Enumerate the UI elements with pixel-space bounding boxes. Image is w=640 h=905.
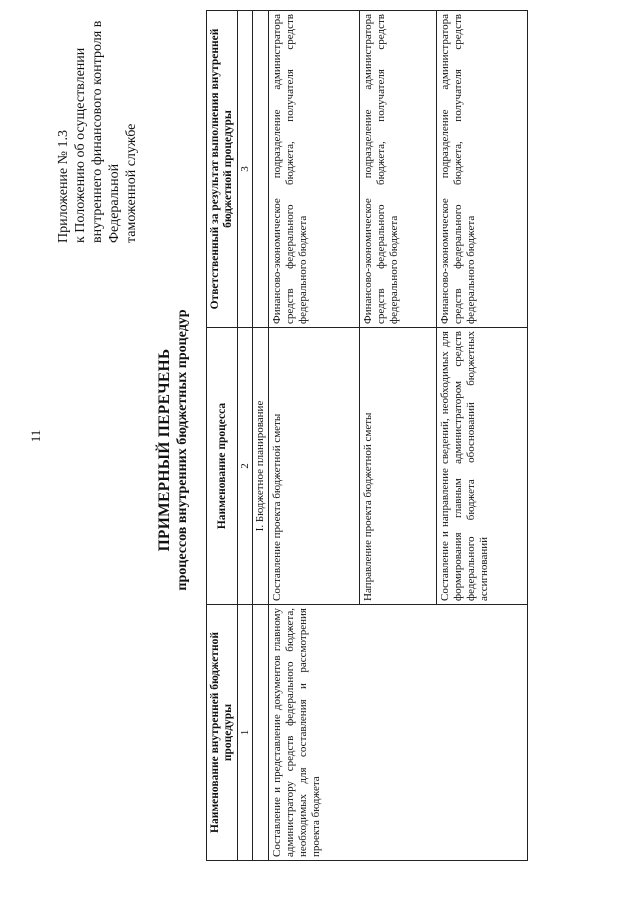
process-cell: Направление проекта бюджетной сметы (360, 328, 437, 605)
column-number: 1 (238, 605, 253, 861)
responsible-cell: Финансово-экономическое подразделение администратора средств федерального бюджета, получателя средств федерального бюджета (437, 11, 528, 328)
section-empty-cell (253, 605, 269, 861)
page-number: 11 (28, 429, 43, 443)
procedure-cell: Составление и представление документов главному администратору средств федерального бюджета, необходимых для составления и рассмотрения проекта бюджета (269, 605, 528, 861)
column-number-row (238, 11, 253, 861)
responsible-cell: Финансово-экономическое подразделение администратора средств федерального бюджета, получателя средств федерального бюджета (360, 11, 437, 328)
process-cell: Составление и направление сведений, необходимых для формирования главным администратором средств федерального бюджета обоснований бюджетных ассигнований (437, 328, 528, 605)
header-procedure: Наименование внутренней бюджетной процедуры (207, 605, 238, 861)
procedures-table (206, 10, 528, 861)
section-empty-cell (253, 11, 269, 328)
process-cell: Составление проекта бюджетной сметы (269, 328, 360, 605)
header-responsible: Ответственный за результат выполнения внутренней бюджетной процедуры (207, 11, 238, 328)
appendix-line: Федеральной (107, 163, 122, 243)
title-subtitle: процессов внутренних бюджетных процедур (175, 309, 190, 591)
header-process: Наименование процесса (207, 328, 238, 605)
table-row (269, 11, 360, 861)
appendix-line: таможенной службе (124, 123, 139, 243)
column-number: 3 (238, 11, 253, 328)
responsible-cell: Финансово-экономическое подразделение администратора средств федерального бюджета, получателя средств федерального бюджета (269, 11, 360, 328)
document-title (155, 245, 191, 655)
table-header-row (207, 11, 238, 861)
column-number: 2 (238, 328, 253, 605)
appendix-line: к Положению об осуществлении (73, 47, 88, 243)
appendix-line: внутреннего финансового контроля в (90, 20, 105, 243)
appendix-line: Приложение № 1.3 (56, 130, 71, 243)
section-row (253, 11, 269, 861)
section-title: I. Бюджетное планирование (253, 328, 269, 605)
appendix-note (55, 20, 140, 243)
title-main: ПРИМЕРНЫЙ ПЕРЕЧЕНЬ (156, 348, 173, 552)
